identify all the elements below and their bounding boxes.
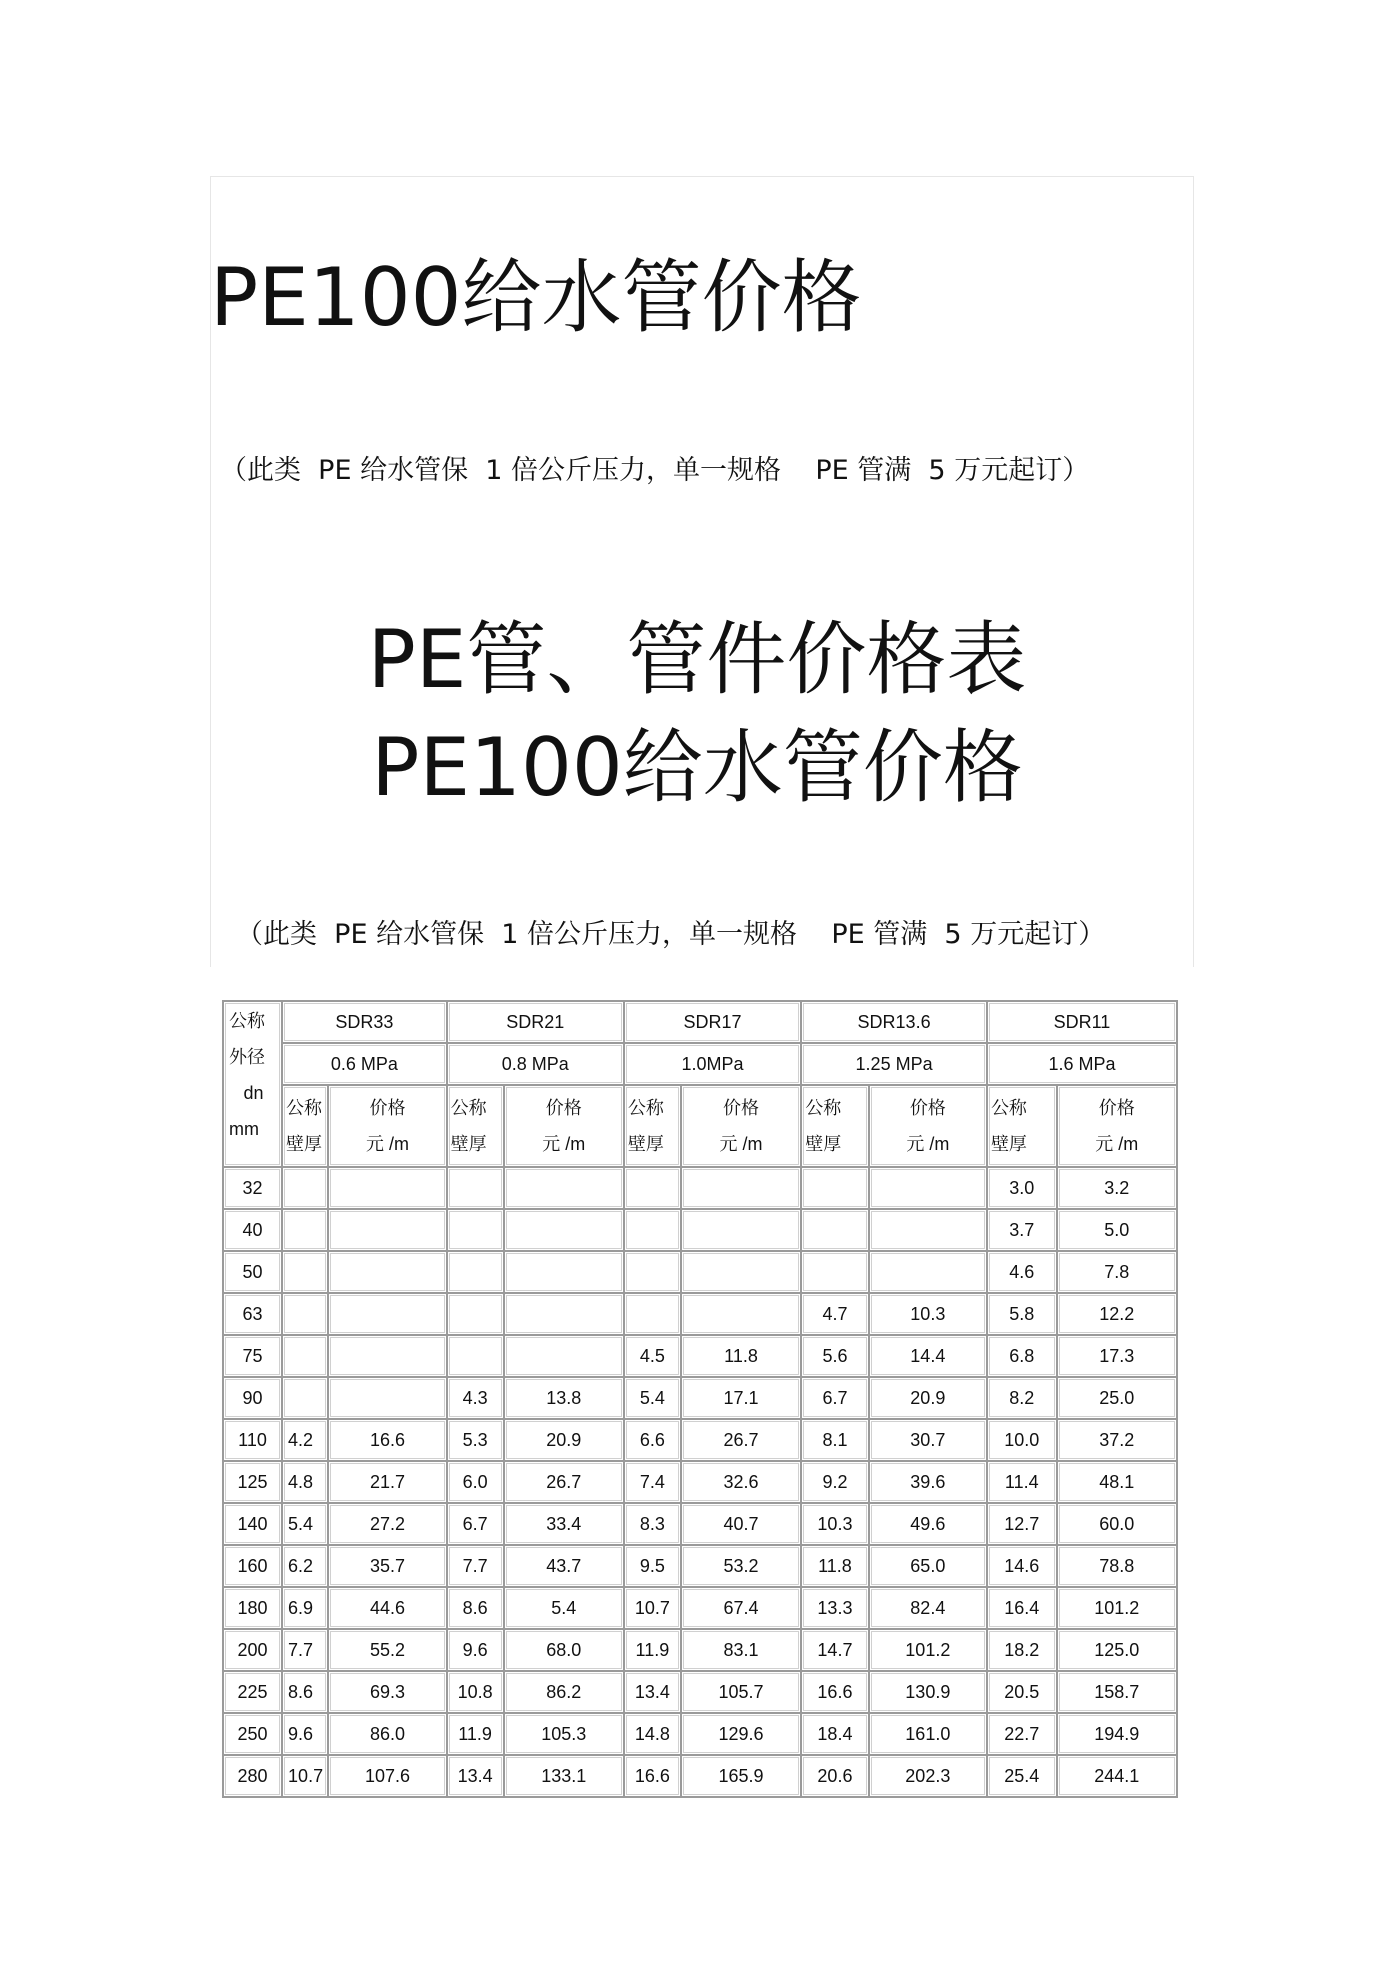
price-cell <box>682 1294 800 1334</box>
price-cell: 129.6 <box>682 1714 800 1754</box>
price-cell: 125.0 <box>1058 1630 1176 1670</box>
wall-thickness-cell: 5.4 <box>283 1504 327 1544</box>
price-cell: 43.7 <box>505 1546 623 1586</box>
table-row <box>224 1378 1176 1418</box>
wall-thickness-cell: 10.3 <box>802 1504 868 1544</box>
wall-thickness-label-2: 壁厚 <box>450 1134 487 1154</box>
table-row <box>224 1714 1176 1754</box>
wall-thickness-cell: 16.4 <box>988 1588 1056 1628</box>
wall-thickness-cell: 8.3 <box>625 1504 680 1544</box>
wall-thickness-cell <box>625 1210 680 1250</box>
price-cell: 32.6 <box>682 1462 800 1502</box>
wall-thickness-cell: 8.2 <box>988 1378 1056 1418</box>
wall-thickness-label-2: 壁厚 <box>990 1134 1027 1154</box>
wall-thickness-cell <box>625 1168 680 1208</box>
corner-line-4: mm <box>229 1119 259 1139</box>
wall-thickness-cell: 4.5 <box>625 1336 680 1376</box>
price-cell: 101.2 <box>870 1630 986 1670</box>
wall-thickness-cell <box>283 1252 327 1292</box>
price-cell: 60.0 <box>1058 1504 1176 1544</box>
wall-thickness-cell: 10.0 <box>988 1420 1056 1460</box>
wall-thickness-cell: 18.4 <box>802 1714 868 1754</box>
price-cell: 55.2 <box>329 1630 445 1670</box>
price-cell: 26.7 <box>505 1462 623 1502</box>
price-cell: 158.7 <box>1058 1672 1176 1712</box>
diameter-cell: 50 <box>224 1252 281 1292</box>
price-list-subtitle: PE100给水管价格 <box>371 721 1023 814</box>
wall-thickness-cell: 14.7 <box>802 1630 868 1670</box>
price-table-wrapper <box>222 1000 1178 1798</box>
price-cell: 65.0 <box>870 1546 986 1586</box>
price-cell: 12.2 <box>1058 1294 1176 1334</box>
diameter-cell: 125 <box>224 1462 281 1502</box>
wall-thickness-header <box>802 1086 868 1166</box>
price-cell: 49.6 <box>870 1504 986 1544</box>
price-cell: 133.1 <box>505 1756 623 1796</box>
wall-thickness-label-2: 壁厚 <box>627 1134 664 1154</box>
wall-thickness-cell: 8.6 <box>283 1672 327 1712</box>
pressure-header: 1.0MPa <box>625 1044 800 1084</box>
price-cell: 105.3 <box>505 1714 623 1754</box>
price-cell: 78.8 <box>1058 1546 1176 1586</box>
wall-thickness-label-1: 公称 <box>805 1098 842 1118</box>
wall-thickness-cell <box>448 1210 503 1250</box>
corner-line-3: dn <box>243 1083 264 1103</box>
price-cell: 25.0 <box>1058 1378 1176 1418</box>
table-row <box>224 1756 1176 1796</box>
diameter-cell: 160 <box>224 1546 281 1586</box>
price-cell: 105.7 <box>682 1672 800 1712</box>
wall-thickness-cell: 16.6 <box>625 1756 680 1796</box>
price-cell: 244.1 <box>1058 1756 1176 1796</box>
price-cell: 161.0 <box>870 1714 986 1754</box>
wall-thickness-cell: 6.7 <box>802 1378 868 1418</box>
wall-thickness-cell <box>625 1252 680 1292</box>
price-cell: 21.7 <box>329 1462 445 1502</box>
corner-line-2: 外径 <box>229 1047 265 1067</box>
wall-thickness-cell <box>283 1168 327 1208</box>
wall-thickness-cell <box>802 1168 868 1208</box>
wall-thickness-cell: 13.4 <box>448 1756 503 1796</box>
diameter-cell: 75 <box>224 1336 281 1376</box>
price-cell: 17.1 <box>682 1378 800 1418</box>
wall-thickness-cell: 6.7 <box>448 1504 503 1544</box>
wall-thickness-cell: 9.6 <box>283 1714 327 1754</box>
wall-thickness-header <box>283 1086 327 1166</box>
price-label-2: 元 /m <box>906 1134 950 1154</box>
diameter-cell: 90 <box>224 1378 281 1418</box>
wall-thickness-cell: 6.2 <box>283 1546 327 1586</box>
wall-thickness-cell: 5.3 <box>448 1420 503 1460</box>
wall-thickness-cell: 6.8 <box>988 1336 1056 1376</box>
price-cell <box>505 1294 623 1334</box>
wall-thickness-cell: 11.9 <box>448 1714 503 1754</box>
price-cell <box>505 1336 623 1376</box>
wall-thickness-header <box>448 1086 503 1166</box>
wall-thickness-cell: 5.8 <box>988 1294 1056 1334</box>
price-cell <box>870 1252 986 1292</box>
price-cell <box>870 1168 986 1208</box>
wall-thickness-cell: 12.7 <box>988 1504 1056 1544</box>
price-cell: 202.3 <box>870 1756 986 1796</box>
price-cell: 13.8 <box>505 1378 623 1418</box>
wall-thickness-label-2: 壁厚 <box>286 1134 323 1154</box>
table-row <box>224 1252 1176 1292</box>
wall-thickness-label-2: 壁厚 <box>805 1134 842 1154</box>
wall-thickness-cell <box>283 1294 327 1334</box>
price-label-1: 价格 <box>723 1098 760 1118</box>
wall-thickness-label-1: 公称 <box>627 1098 664 1118</box>
price-cell <box>329 1336 445 1376</box>
price-cell: 40.7 <box>682 1504 800 1544</box>
price-label-2: 元 /m <box>719 1134 763 1154</box>
price-header <box>870 1086 986 1166</box>
price-cell: 26.7 <box>682 1420 800 1460</box>
diameter-cell: 32 <box>224 1168 281 1208</box>
wall-thickness-cell: 11.8 <box>802 1546 868 1586</box>
wall-thickness-cell: 14.8 <box>625 1714 680 1754</box>
price-header <box>329 1086 445 1166</box>
order-note-2: （此类 PE 给水管保 1 倍公斤压力，单一规格 PE 管满 5 万元起订） <box>236 919 1106 950</box>
wall-thickness-cell: 10.7 <box>625 1588 680 1628</box>
price-cell <box>682 1252 800 1292</box>
table-row <box>224 1210 1176 1250</box>
price-label-2: 元 /m <box>542 1134 586 1154</box>
wall-thickness-cell: 4.8 <box>283 1462 327 1502</box>
table-row <box>224 1504 1176 1544</box>
corner-line-1: 公称 <box>229 1011 265 1031</box>
wall-thickness-cell: 9.6 <box>448 1630 503 1670</box>
table-row <box>224 1462 1176 1502</box>
wall-thickness-cell: 9.2 <box>802 1462 868 1502</box>
wall-thickness-cell: 25.4 <box>988 1756 1056 1796</box>
wall-thickness-cell: 4.2 <box>283 1420 327 1460</box>
wall-thickness-cell: 20.6 <box>802 1756 868 1796</box>
price-cell <box>682 1168 800 1208</box>
price-cell: 101.2 <box>1058 1588 1176 1628</box>
wall-thickness-cell <box>802 1252 868 1292</box>
pressure-header: 1.6 MPa <box>988 1044 1176 1084</box>
price-header <box>505 1086 623 1166</box>
price-cell: 10.3 <box>870 1294 986 1334</box>
wall-thickness-cell: 9.5 <box>625 1546 680 1586</box>
sdr-header: SDR11 <box>988 1002 1176 1042</box>
price-cell: 27.2 <box>329 1504 445 1544</box>
price-cell: 20.9 <box>505 1420 623 1460</box>
price-cell: 30.7 <box>870 1420 986 1460</box>
price-cell: 37.2 <box>1058 1420 1176 1460</box>
wall-thickness-cell: 6.6 <box>625 1420 680 1460</box>
price-list-title: PE管、管件价格表 <box>367 613 1027 706</box>
table-row <box>224 1168 1176 1208</box>
wall-thickness-cell: 4.6 <box>988 1252 1056 1292</box>
wall-thickness-label-1: 公称 <box>286 1098 323 1118</box>
price-cell: 3.2 <box>1058 1168 1176 1208</box>
table-row <box>224 1420 1176 1460</box>
sdr-header: SDR21 <box>448 1002 623 1042</box>
wall-thickness-cell: 8.1 <box>802 1420 868 1460</box>
price-cell: 17.3 <box>1058 1336 1176 1376</box>
price-cell: 33.4 <box>505 1504 623 1544</box>
diameter-cell: 63 <box>224 1294 281 1334</box>
price-cell <box>329 1378 445 1418</box>
wall-thickness-cell: 11.9 <box>625 1630 680 1670</box>
table-row <box>224 1630 1176 1670</box>
price-cell: 11.8 <box>682 1336 800 1376</box>
price-label-1: 价格 <box>369 1098 406 1118</box>
wall-thickness-header <box>988 1086 1056 1166</box>
price-cell: 35.7 <box>329 1546 445 1586</box>
price-cell: 82.4 <box>870 1588 986 1628</box>
price-header <box>1058 1086 1176 1166</box>
diameter-cell: 225 <box>224 1672 281 1712</box>
wall-thickness-cell: 8.6 <box>448 1588 503 1628</box>
price-label-1: 价格 <box>545 1098 582 1118</box>
price-cell: 7.8 <box>1058 1252 1176 1292</box>
price-cell: 83.1 <box>682 1630 800 1670</box>
wall-thickness-header <box>625 1086 680 1166</box>
price-cell: 44.6 <box>329 1588 445 1628</box>
price-cell <box>505 1210 623 1250</box>
table-row <box>224 1294 1176 1334</box>
price-cell: 194.9 <box>1058 1714 1176 1754</box>
wall-thickness-cell <box>448 1336 503 1376</box>
price-cell: 39.6 <box>870 1462 986 1502</box>
price-cell: 5.0 <box>1058 1210 1176 1250</box>
diameter-cell: 250 <box>224 1714 281 1754</box>
price-label-1: 价格 <box>1098 1098 1135 1118</box>
wall-thickness-cell: 22.7 <box>988 1714 1056 1754</box>
wall-thickness-cell: 13.3 <box>802 1588 868 1628</box>
order-note: （此类 PE 给水管保 1 倍公斤压力，单一规格 PE 管满 5 万元起订） <box>220 455 1090 486</box>
price-cell: 14.4 <box>870 1336 986 1376</box>
wall-thickness-cell: 7.7 <box>283 1630 327 1670</box>
wall-thickness-cell: 10.7 <box>283 1756 327 1796</box>
wall-thickness-cell <box>283 1210 327 1250</box>
price-cell: 53.2 <box>682 1546 800 1586</box>
table-row <box>224 1546 1176 1586</box>
price-header <box>682 1086 800 1166</box>
wall-thickness-cell: 3.7 <box>988 1210 1056 1250</box>
price-cell <box>329 1294 445 1334</box>
wall-thickness-cell <box>448 1168 503 1208</box>
price-cell: 107.6 <box>329 1756 445 1796</box>
diameter-cell: 200 <box>224 1630 281 1670</box>
wall-thickness-cell: 16.6 <box>802 1672 868 1712</box>
price-label-1: 价格 <box>909 1098 946 1118</box>
sdr-header: SDR13.6 <box>802 1002 986 1042</box>
price-cell: 86.0 <box>329 1714 445 1754</box>
diameter-cell: 180 <box>224 1588 281 1628</box>
wall-thickness-cell <box>802 1210 868 1250</box>
price-table <box>222 1000 1178 1798</box>
wall-thickness-cell: 4.7 <box>802 1294 868 1334</box>
diameter-cell: 40 <box>224 1210 281 1250</box>
diameter-cell: 110 <box>224 1420 281 1460</box>
wall-thickness-cell <box>283 1378 327 1418</box>
price-cell <box>329 1252 445 1292</box>
price-cell: 5.4 <box>505 1588 623 1628</box>
price-cell <box>682 1210 800 1250</box>
wall-thickness-label-1: 公称 <box>990 1098 1027 1118</box>
pressure-header: 0.8 MPa <box>448 1044 623 1084</box>
corner-header-cell <box>224 1002 281 1166</box>
page-title: PE100给水管价格 <box>210 251 862 344</box>
table-row <box>224 1588 1176 1628</box>
wall-thickness-cell <box>448 1294 503 1334</box>
wall-thickness-cell: 3.0 <box>988 1168 1056 1208</box>
wall-thickness-cell: 10.8 <box>448 1672 503 1712</box>
wall-thickness-cell: 5.6 <box>802 1336 868 1376</box>
price-cell: 20.9 <box>870 1378 986 1418</box>
price-cell: 68.0 <box>505 1630 623 1670</box>
price-label-2: 元 /m <box>366 1134 410 1154</box>
wall-thickness-cell <box>625 1294 680 1334</box>
diameter-cell: 280 <box>224 1756 281 1796</box>
wall-thickness-cell: 4.3 <box>448 1378 503 1418</box>
wall-thickness-cell <box>448 1252 503 1292</box>
diameter-cell: 140 <box>224 1504 281 1544</box>
wall-thickness-cell <box>283 1336 327 1376</box>
pressure-header: 1.25 MPa <box>802 1044 986 1084</box>
price-cell: 86.2 <box>505 1672 623 1712</box>
wall-thickness-cell: 7.4 <box>625 1462 680 1502</box>
price-cell: 69.3 <box>329 1672 445 1712</box>
price-cell <box>329 1210 445 1250</box>
wall-thickness-cell: 18.2 <box>988 1630 1056 1670</box>
price-cell <box>505 1252 623 1292</box>
wall-thickness-cell: 14.6 <box>988 1546 1056 1586</box>
price-cell: 130.9 <box>870 1672 986 1712</box>
price-cell: 165.9 <box>682 1756 800 1796</box>
wall-thickness-cell: 11.4 <box>988 1462 1056 1502</box>
price-label-2: 元 /m <box>1095 1134 1139 1154</box>
wall-thickness-cell: 6.0 <box>448 1462 503 1502</box>
price-cell <box>870 1210 986 1250</box>
price-cell <box>329 1168 445 1208</box>
price-cell: 67.4 <box>682 1588 800 1628</box>
wall-thickness-cell: 20.5 <box>988 1672 1056 1712</box>
table-row <box>224 1336 1176 1376</box>
wall-thickness-cell: 6.9 <box>283 1588 327 1628</box>
wall-thickness-cell: 5.4 <box>625 1378 680 1418</box>
price-cell: 16.6 <box>329 1420 445 1460</box>
wall-thickness-label-1: 公称 <box>450 1098 487 1118</box>
price-cell <box>505 1168 623 1208</box>
wall-thickness-cell: 13.4 <box>625 1672 680 1712</box>
sdr-header: SDR17 <box>625 1002 800 1042</box>
price-cell: 48.1 <box>1058 1462 1176 1502</box>
sdr-header: SDR33 <box>283 1002 446 1042</box>
table-row <box>224 1672 1176 1712</box>
wall-thickness-cell: 7.7 <box>448 1546 503 1586</box>
pressure-header: 0.6 MPa <box>283 1044 446 1084</box>
